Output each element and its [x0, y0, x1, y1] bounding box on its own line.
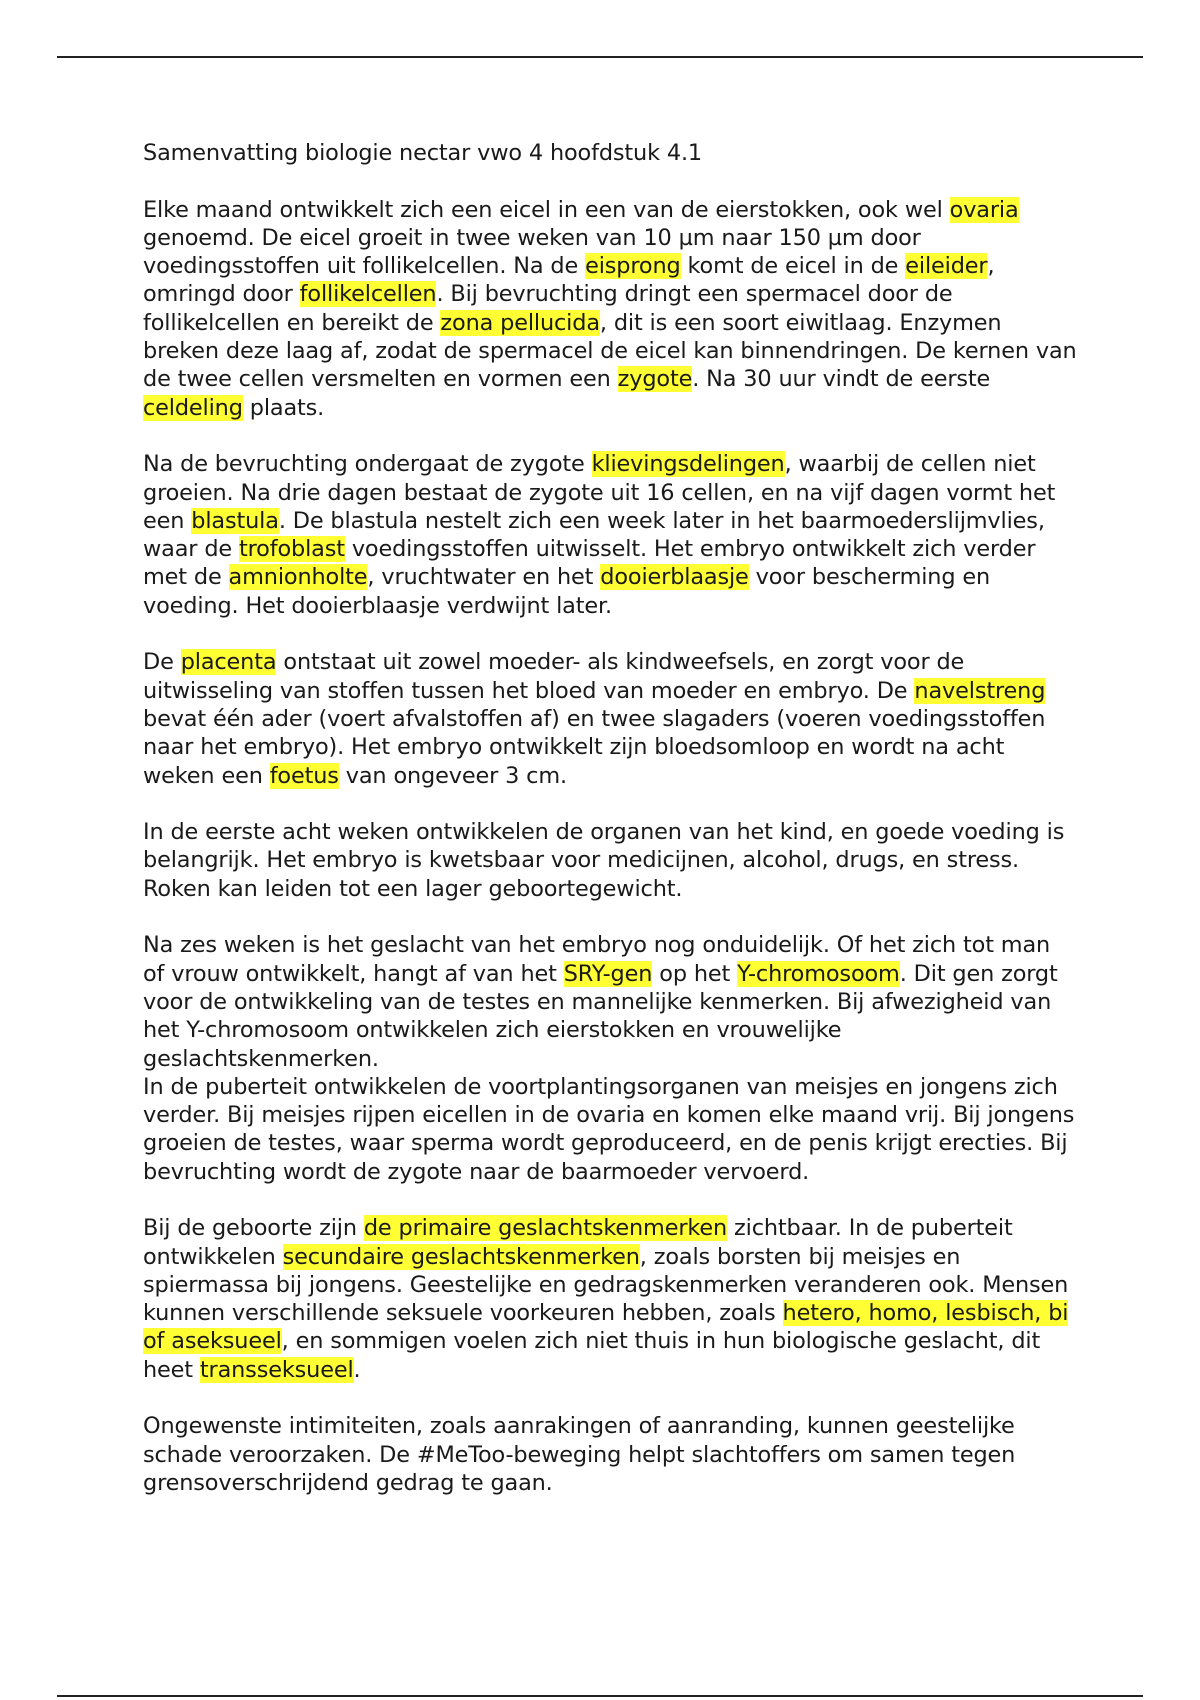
highlighted-term: klievingsdelingen [591, 451, 785, 478]
paragraph-text: op het [652, 960, 738, 987]
paragraph-text: , vruchtwater en het [367, 564, 601, 591]
paragraph-text: voedingsstoffen uitwisselt. Het embryo ontwikkelt zich verder met de [143, 536, 1036, 591]
paragraph-2 [143, 450, 1078, 620]
paragraph-4 [143, 818, 1078, 903]
highlighted-term: eileider [905, 253, 988, 280]
paragraph-text: voor bescherming en voeding. Het dooierblaasje verdwijnt later. [143, 564, 991, 619]
paragraph-3 [143, 648, 1078, 789]
highlighted-term: dooierblaasje [600, 564, 749, 591]
paragraph-7 [143, 1214, 1078, 1384]
document-title: Samenvatting biologie nectar vwo 4 hoofdstuk 4.1 [143, 140, 703, 166]
paragraph-text: Elke maand ontwikkelt zich een eicel in een van de eierstokken, ook wel [143, 196, 950, 223]
highlighted-term: de primaire geslachtskenmerken [363, 1215, 728, 1242]
highlighted-term: secundaire geslachtskenmerken [282, 1243, 640, 1270]
highlighted-term: ovaria [949, 196, 1019, 223]
header-rule [57, 56, 1143, 58]
highlighted-term: hetero, homo, lesbisch, bi of aseksueel [143, 1300, 1069, 1355]
paragraph-text: , omringd door [143, 253, 995, 308]
paragraph-text: . Dit gen zorgt voor de ontwikkeling van de testes en mannelijke kenmerken. Bij afwezigheid van het Y-chromosoom ontwikkelen zich eierstokken en vrouwelijke geslachtskenmerken. [143, 960, 1058, 1072]
highlighted-term: blastula [191, 507, 279, 534]
document-body [143, 139, 1078, 1526]
highlighted-term: transseksueel [199, 1356, 354, 1383]
highlighted-term: placenta [180, 649, 277, 676]
paragraph-text: genoemd. De eicel groeit in twee weken van 10 µm naar 150 µm door voedingsstoffen uit follikelcellen. Na de [143, 224, 921, 280]
paragraph-text: zichtbaar. In de puberteit ontwikkelen [143, 1215, 1013, 1270]
paragraph-text: In de puberteit ontwikkelen de voortplantingsorganen van meisjes en jongens zich verder. Bij meisjes rijpen eicellen in de ovaria en komen elke maand vrij. Bij jongens groeien de testes, waar sperma wordt geproduceerd, en de penis krijgt erecties. Bij bevruchting wordt de zygote naar de baarmoeder vervoerd. [143, 1073, 1075, 1185]
paragraph-text: , waarbij de cellen niet groeien. Na drie dagen bestaat de zygote uit 16 cellen, en na vijf dagen vormt het een [143, 451, 1056, 534]
paragraph-text: . Na 30 uur vindt de eerste [692, 366, 991, 393]
paragraph-text: komt de eicel in de [680, 253, 906, 280]
highlighted-term: Y-chromosoom [737, 960, 900, 987]
paragraph-text: plaats. [242, 394, 325, 421]
paragraph-text: Na de bevruchting ondergaat de zygote [143, 451, 592, 478]
paragraph-text: . [353, 1356, 361, 1383]
paragraph-5 [143, 931, 1078, 1072]
paragraph-text: Na zes weken is het geslacht van het embryo nog onduidelijk. Of het zich tot man of vrouw ontwikkelt, hangt af van het [143, 932, 1051, 987]
highlighted-term: follikelcellen [299, 281, 437, 308]
paragraph-text: Bij de geboorte zijn [143, 1215, 364, 1242]
highlighted-term: amnionholte [228, 564, 368, 591]
highlighted-term: zona pellucida [440, 309, 600, 336]
highlighted-term: SRY-gen [563, 960, 653, 987]
highlighted-term: trofoblast [238, 536, 345, 563]
paragraph-text: Ongewenste intimiteiten, zoals aanrakingen of aanranding, kunnen geestelijke schade veroorzaken. De #MeToo-beweging helpt slachtoffers om samen tegen grensoverschrijdend gedrag te gaan. [143, 1413, 1016, 1496]
highlighted-term: eisprong [585, 253, 681, 280]
paragraph-text: De [143, 649, 181, 676]
highlighted-term: foetus [269, 762, 339, 789]
paragraph-text: van ongeveer 3 cm. [338, 762, 567, 789]
highlighted-term: navelstreng [914, 677, 1046, 704]
paragraph-8 [143, 1412, 1078, 1497]
highlighted-term: zygote [617, 366, 693, 393]
paragraph-1 [143, 196, 1078, 422]
paragraph-text: In de eerste acht weken ontwikkelen de organen van het kind, en goede voeding is belangrijk. Het embryo is kwetsbaar voor medicijnen, alcohol, drugs, en stress. Roken kan leiden tot een lager geboortegewicht. [143, 819, 1065, 902]
paragraph-text: , zoals borsten bij meisjes en spiermassa bij jongens. Geestelijke en gedragskenmerken veranderen ook. Mensen kunnen verschillende seksuele voorkeuren hebben, zoals [143, 1243, 1069, 1327]
paragraph-text: . Bij bevruchting dringt een spermacel door de follikelcellen en bereikt de [143, 281, 953, 336]
paragraph-text: , en sommigen voelen zich niet thuis in hun biologische geslacht, dit heet [143, 1328, 1041, 1383]
paragraph-text: , dit is een soort eiwitlaag. Enzymen breken deze laag af, zodat de spermacel de eicel kan binnendringen. De kernen van de twee cellen versmelten en vormen een [143, 309, 1077, 393]
paragraph-6 [143, 1073, 1078, 1186]
highlighted-term: celdeling [143, 394, 243, 421]
paragraph-text: ontstaat uit zowel moeder- als kindweefsels, en zorgt voor de uitwisseling van stoffen tussen het bloed van moeder en embryo. De [143, 649, 965, 704]
paragraph-text: bevat één ader (voert afvalstoffen af) en twee slagaders (voeren voedingsstoffen naar het embryo). Het embryo ontwikkelt zijn bloedsomloop en wordt na acht weken een [143, 705, 1046, 789]
paragraph-text: . De blastula nestelt zich een week later in het baarmoederslijmvlies, waar de [143, 507, 1045, 563]
footer-rule [57, 1695, 1143, 1697]
